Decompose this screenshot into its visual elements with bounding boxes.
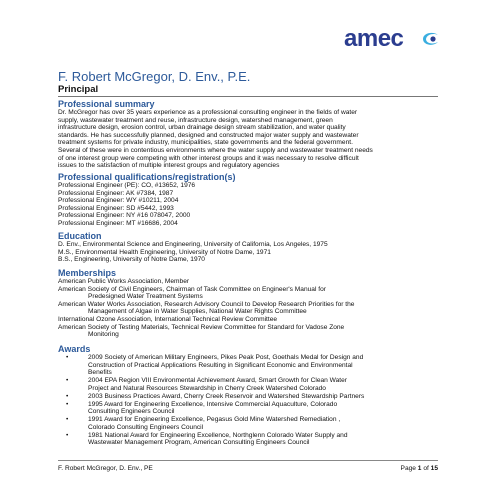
award-line: 1991 Award for Engineering Excellence, Pegasus Gold Mine Watershed Remediation , <box>88 416 341 423</box>
membership-line: American Public Works Association, Member <box>58 278 190 285</box>
header-divider <box>58 96 438 97</box>
summary-heading: Professional summary <box>58 99 155 109</box>
logo-wordmark: amec <box>344 25 404 52</box>
award-line: 1981 National Award for Engineering Excellence, Northglenn Colorado Water Supply and <box>88 431 348 439</box>
page-total: 15 <box>430 465 438 472</box>
membership-line: Monitoring <box>88 331 119 339</box>
page-of: of <box>423 465 429 472</box>
award-line: Benefits <box>88 369 112 377</box>
qualification-line: Professional Engineer: SD #5442, 1993 <box>58 204 174 212</box>
membership-line: American Water Works Association, Research Advisory Council to Develop Research Priorities for the <box>58 300 355 308</box>
summary-line: treatment systems for private industry, municipalities, state governments and the federal government. <box>58 139 353 147</box>
bullet-icon: • <box>66 392 69 400</box>
bullet-icon: • <box>66 431 69 439</box>
education-heading: Education <box>58 231 102 241</box>
award-line: Wastewater Management Program, American Consulting Engineers Council <box>88 439 310 447</box>
award-line: Consulting Engineers Council <box>88 408 175 416</box>
page-indicator <box>401 465 438 472</box>
logo-swoosh-icon <box>421 30 441 48</box>
footer-divider <box>58 460 438 461</box>
summary-line: Several of these were in contentious environments where the water supply and wastewater treatment needs <box>58 147 373 154</box>
page-current: 1 <box>417 465 422 472</box>
summary-line: Dr. McGregor has over 35 years experience as a professional consulting engineer in the fields of water <box>58 109 358 116</box>
education-line: D. Env., Environmental Science and Engineering, University of California, Los Angeles, 1975 <box>58 241 328 248</box>
education-line: M.S., Environmental Health Engineering, University of Notre Dame, 1971 <box>58 248 271 256</box>
bullet-icon: • <box>66 377 69 384</box>
membership-line: Management of Algae in Water Supplies, National Water Rights Committee <box>88 308 307 316</box>
memberships-heading: Memberships <box>58 268 117 278</box>
education-line: B.S., Engineering, University of Notre Dame, 1970 <box>58 256 205 264</box>
bullet-icon: • <box>66 400 69 408</box>
bullet-icon: • <box>66 354 69 361</box>
awards-heading: Awards <box>58 344 91 354</box>
membership-line: Predesigned Water Treatment Systems <box>88 293 203 301</box>
membership-line: International Ozone Association, International Technical Review Committee <box>58 316 278 323</box>
qualification-line: Professional Engineer (PE): CO, #13652, 1976 <box>58 182 196 189</box>
membership-line: American Society of Civil Engineers, Chairman of Task Committee on Engineer's Manual for <box>58 285 326 293</box>
award-line: Project and Natural Resources Stewardship in Cherry Creek Watershed Colorado <box>88 384 326 392</box>
summary-line: of one interest group were competing with other interest groups and it was necessary to resolve difficult <box>58 154 359 162</box>
bullet-icon: • <box>66 416 69 423</box>
membership-line: American Society of Testing Materials, Technical Review Committee for Standard for Vadose Zone <box>58 323 345 331</box>
qualification-line: Professional Engineer: MT #16686, 2004 <box>58 220 178 227</box>
qualification-line: Professional Engineer: AK #7384, 1987 <box>58 189 174 197</box>
summary-line: supply, wastewater treatment and reuse, infrastructure design, watershed management, green <box>58 116 333 124</box>
person-role: Principal <box>58 84 99 95</box>
qualification-line: Professional Engineer: NY #16 078047, 2000 <box>58 212 191 220</box>
award-line: 2004 EPA Region VIII Environmental Achievement Award, Smart Growth for Clean Water <box>88 377 347 384</box>
award-line: Colorado Consulting Engineers Council <box>88 423 204 431</box>
qualification-line: Professional Engineer: WY #10211, 2004 <box>58 197 179 205</box>
person-name: F. Robert McGregor, D. Env., P.E. <box>58 69 251 84</box>
award-line: Construction of Practical Applications Resulting in Significant Economic and Environmental <box>88 361 353 369</box>
amec-logo <box>344 26 440 54</box>
summary-line: issues to the satisfaction of multiple interest groups and regulatory agencies <box>58 162 280 170</box>
page-label: Page <box>400 465 416 472</box>
award-line: 1995 Award for Engineering Excellence, Intensive Commercial Aquaculture, Colorado <box>88 400 338 408</box>
qualifications-heading: Professional qualifications/registration(s) <box>58 172 236 182</box>
award-line: 2009 Society of American Military Engineers, Pikes Peak Post, Goethals Medal for Design and <box>88 354 364 361</box>
summary-line: infrastructure design, erosion control, urban drainage design stream stabilization, and water quality <box>58 124 346 132</box>
footer-name: F. Robert McGregor, D. Env., PE <box>58 465 153 472</box>
summary-line: standards. He has successfully planned, designed and constructed major water supply and wastewater <box>58 131 359 139</box>
award-line: 2003 Business Practices Award, Cherry Creek Reservoir and Watershed Stewardship Partners <box>88 392 365 400</box>
